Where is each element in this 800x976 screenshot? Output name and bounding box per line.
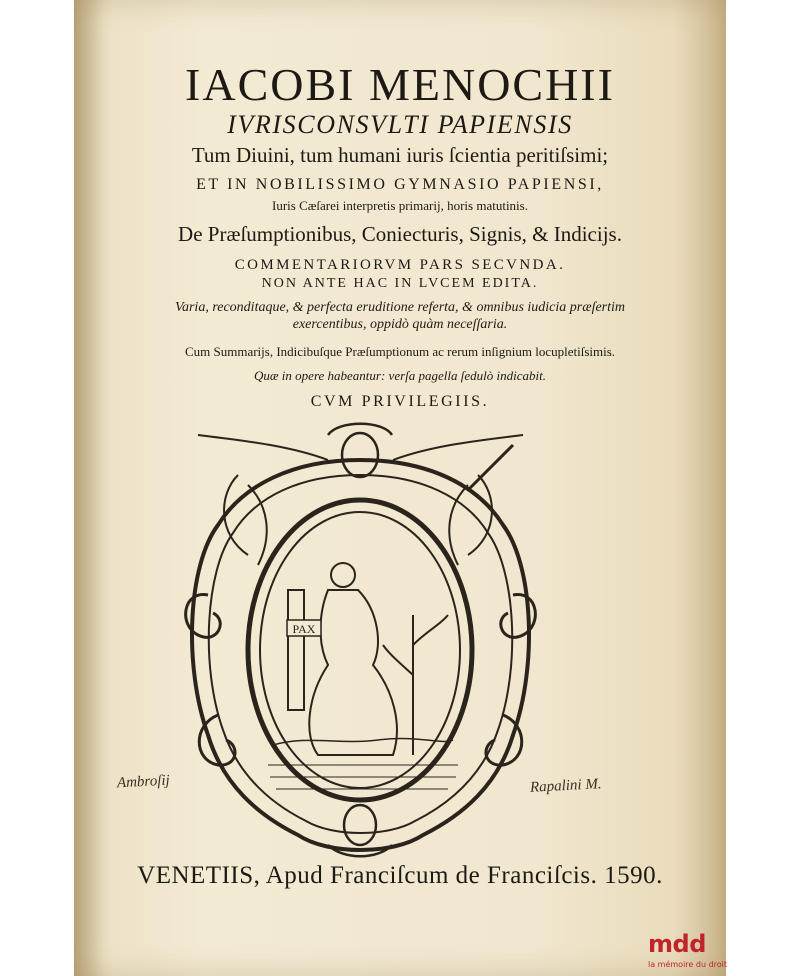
pax-label: PAX — [292, 622, 316, 636]
summaries-line: Cum Summarijs, Indicibuſque Præſumptionum ac rerum inſignium locupletiſsimis. — [184, 344, 616, 359]
description-line-1: Varia, reconditaque, & perfecta eruditione referta, & omnibus iudicia præſertim — [174, 300, 626, 315]
imprint-line: VENETIIS, Apud Franciſcum de Franciſcis. 1590. — [137, 862, 663, 889]
author-name: IACOBI MENOCHII — [185, 59, 615, 110]
printers-device-woodcut — [178, 415, 543, 865]
first-edition-line: NON ANTE HAC IN LVCEM EDITA. — [261, 276, 539, 291]
mdd-logo — [648, 930, 728, 976]
logo-tagline: la mémoire du droit — [648, 960, 728, 969]
work-title: De Præſumptionibus, Coniecturis, Signis, & Indicijs. — [178, 222, 622, 246]
description-line-2: exercentibus, oppidò quàm neceſſaria. — [292, 317, 508, 332]
interpreter-line: Iuris Cæſarei interpretis primarij, horis matutinis. — [272, 198, 528, 213]
gymnasium-line: ET IN NOBILISSIMO GYMNASIO PAPIENSI, — [196, 176, 604, 193]
author-description: Tum Diuini, tum humani iuris ſcientia peritiſsimi; — [191, 143, 609, 167]
part-line: COMMENTARIORVM PARS SECVNDA. — [234, 257, 566, 273]
signature-right: Rapalini M. — [529, 776, 603, 796]
signature-left: Ambroſij — [116, 772, 171, 792]
contents-note: Quæ in opere habeantur: verſa pagella ſedulò indicabit. — [254, 368, 546, 383]
privilege-line: CVM PRIVILEGIIS. — [310, 393, 490, 410]
logo-wordmark: mdd — [648, 930, 706, 958]
author-title: IVRISCONSVLTI PAPIENSIS — [227, 110, 573, 139]
